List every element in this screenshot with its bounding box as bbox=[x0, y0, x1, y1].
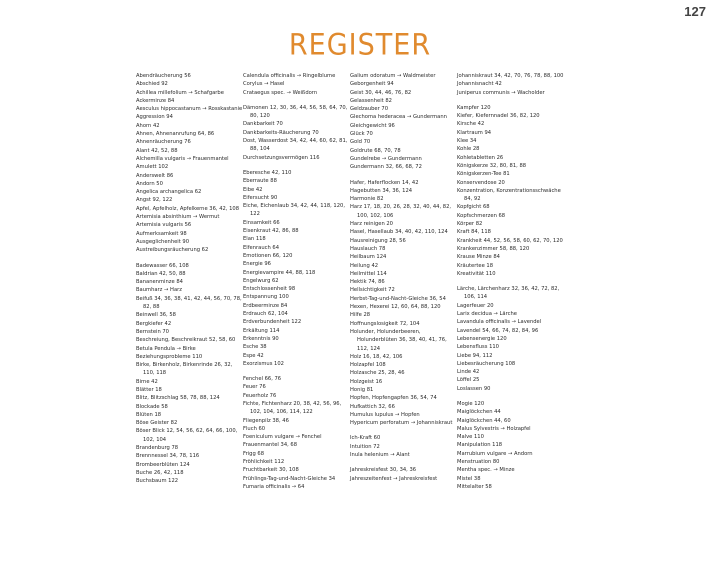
index-entry: Liebesräucherung 108 bbox=[457, 360, 516, 367]
index-entry: Krause Minze 84 bbox=[457, 254, 500, 261]
index-entry: Abschied 92 bbox=[136, 81, 168, 88]
index-entry: Entschlossenheit 98 bbox=[243, 286, 296, 293]
index-entry: Angst 92, 122 bbox=[136, 197, 173, 204]
index-entry: Geborgenheit 94 bbox=[350, 81, 394, 88]
index-entry: Angelica archangelica 62 bbox=[136, 189, 202, 196]
index-entry: Böse Geister 82 bbox=[136, 420, 178, 427]
index-entry: Geldzauber 70 bbox=[350, 106, 389, 113]
index-entry: Löffel 25 bbox=[457, 377, 480, 384]
index-entry: Glechoma hederacea → Gundermann bbox=[350, 114, 447, 121]
index-entry: Konzentration, Konzentrationsschwäche 84, 92 bbox=[457, 187, 561, 203]
group-spacer bbox=[457, 97, 565, 104]
index-entry: Hexen, Hexerei 12, 60, 64, 88, 120 bbox=[350, 304, 441, 311]
index-entry: Kirsche 42 bbox=[457, 121, 485, 128]
index-entry: Bernstein 70 bbox=[136, 328, 169, 335]
index-entry: Aufmerksamkeit 98 bbox=[136, 230, 187, 237]
index-entry: Artemisia vulgaris 56 bbox=[136, 222, 192, 229]
index-entry: Birne 42 bbox=[136, 378, 158, 385]
index-entry: Erdverbundenheit 122 bbox=[243, 319, 302, 326]
index-entry: Amulett 102 bbox=[136, 164, 169, 171]
index-entry: Brandenburg 78 bbox=[136, 445, 179, 452]
index-entry: Brombeerblüten 124 bbox=[136, 461, 190, 468]
group-spacer bbox=[136, 255, 244, 262]
index-entry: Marrubium vulgare → Andorn bbox=[457, 450, 533, 457]
index-entry: Harz 17, 18, 20, 26, 28, 32, 40, 44, 82, 100, 102, 106 bbox=[350, 204, 452, 219]
index-entry: Gundermann 32, 66, 68, 72 bbox=[350, 164, 422, 171]
index-entry: Hoffnungslosigkeit 72, 104 bbox=[350, 320, 420, 327]
index-entry: Beinwell 36, 58 bbox=[136, 312, 176, 319]
index-entry: Ahnenräucherung 76 bbox=[136, 139, 191, 146]
index-entry: Eberraute 88 bbox=[243, 178, 277, 185]
index-entry: Lagerfeuer 20 bbox=[457, 302, 494, 309]
index-entry: Geist 30, 44, 46, 76, 82 bbox=[350, 89, 412, 96]
index-entry: Menstruation 80 bbox=[457, 459, 500, 466]
index-entry: Birke, Birkenholz, Birkenrinde 26, 32, 110, 118 bbox=[136, 362, 233, 377]
index-entry: Fröhlichkeit 112 bbox=[243, 459, 285, 466]
index-entry: Hypericum perforatum → Johanniskraut bbox=[350, 420, 453, 427]
index-entry: Lavendel 54, 66, 74, 82, 84, 96 bbox=[457, 327, 539, 334]
index-entry: Bananenminze 84 bbox=[136, 279, 183, 286]
index-entry: Apfel, Apfelholz, Apfelkerne 36, 42, 108 bbox=[136, 205, 240, 212]
index-entry: Krankenzimmer 58, 88, 120 bbox=[457, 245, 530, 252]
index-column-1 bbox=[136, 72, 244, 486]
index-entry: Anderswelt 86 bbox=[136, 172, 174, 179]
index-entry: Abendräucherung 56 bbox=[136, 73, 191, 79]
index-entry: Manipulation 118 bbox=[457, 442, 503, 449]
index-entry: Humulus lupulus → Hopfen bbox=[350, 411, 420, 418]
index-entry: Buchsbaum 122 bbox=[136, 478, 179, 485]
index-entry: Hauslauch 78 bbox=[350, 245, 386, 252]
index-entry: Betula Pendula → Birke bbox=[136, 345, 196, 352]
index-entry: Klartraum 94 bbox=[457, 129, 492, 136]
index-entry: Calendula officinalis → Ringelblume bbox=[243, 73, 336, 79]
index-entry: Kampfer 120 bbox=[457, 104, 491, 111]
index-entry: Eberesche 42, 110 bbox=[243, 169, 292, 176]
index-entry: Buche 26, 42, 118 bbox=[136, 469, 184, 476]
index-entry: Eisenkraut 42, 86, 88 bbox=[243, 228, 299, 235]
index-entry: Larix decidua → Lärche bbox=[457, 311, 517, 318]
index-entry: Holz 16, 18, 42, 106 bbox=[350, 353, 403, 360]
index-entry: Harmonie 82 bbox=[350, 196, 384, 203]
index-entry: Holzasche 25, 28, 46 bbox=[350, 370, 405, 377]
index-entry: Kohletabletten 26 bbox=[457, 154, 504, 161]
index-entry: Jahreskreisfest 30, 34, 36 bbox=[350, 467, 417, 474]
index-entry: Maiglöckchen 44 bbox=[457, 409, 501, 416]
index-entry: Lebensenergie 120 bbox=[457, 335, 507, 342]
group-spacer bbox=[457, 278, 565, 285]
index-entry: Elfenrauch 64 bbox=[243, 244, 280, 251]
index-entry: Ahnen, Ahnenanrufung 64, 86 bbox=[136, 131, 215, 138]
index-entry: Glück 70 bbox=[350, 131, 373, 138]
index-entry: Dankbarkeit 70 bbox=[243, 121, 283, 128]
index-entry: Lavandula officinalis → Lavendel bbox=[457, 319, 542, 326]
index-entry: Mittelalter 58 bbox=[457, 483, 492, 490]
index-entry: Liebe 94, 112 bbox=[457, 352, 493, 359]
index-entry: Herbst-Tag-und-Nacht-Gleiche 36, 54 bbox=[350, 295, 446, 302]
index-entry: Durchsetzungsvermögen 116 bbox=[243, 154, 320, 161]
index-entry: Brennnessel 34, 78, 116 bbox=[136, 453, 200, 460]
index-entry: Fliegenpilz 38, 46 bbox=[243, 417, 289, 424]
index-entry: Ausgeglichenheit 90 bbox=[136, 238, 190, 245]
index-entry: Holzgeist 16 bbox=[350, 378, 383, 385]
index-entry: Eifersucht 90 bbox=[243, 194, 278, 201]
index-entry: Dost, Wasserdost 34, 42, 44, 60, 62, 81, 88, 104 bbox=[243, 138, 348, 153]
index-entry: Fumaria officinalis → 64 bbox=[243, 483, 305, 490]
index-entry: Engelwurg 62 bbox=[243, 277, 279, 284]
index-entry: Johanniskraut 34, 42, 70, 76, 78, 88, 100 bbox=[457, 73, 564, 79]
index-entry: Artemisia absinthium → Wermut bbox=[136, 214, 220, 221]
index-entry: Kräutertee 18 bbox=[457, 262, 494, 269]
index-entry: Malve 110 bbox=[457, 434, 484, 441]
index-entry: Aggression 94 bbox=[136, 114, 173, 121]
index-entry: Königskerzen-Tee 81 bbox=[457, 171, 510, 178]
index-entry: Klee 34 bbox=[457, 138, 477, 145]
index-entry: Hellsichtigkeit 72 bbox=[350, 287, 395, 294]
index-entry: Holunder, Holunderbeeren, Holunderblüten 36, 38, 40, 41, 76, 112, 124 bbox=[350, 328, 447, 352]
index-entry: Beziehungsprobleme 110 bbox=[136, 353, 203, 360]
index-entry: Böser Blick 12, 54, 56, 62, 64, 66, 100, 102, 104 bbox=[136, 428, 238, 443]
index-entry: Lärche, Lärchenharz 32, 36, 42, 72, 82, 106, 114 bbox=[457, 286, 560, 301]
index-entry: Intuition 72 bbox=[350, 443, 380, 450]
index-entry: Beifuß 34, 36, 38, 41, 42, 44, 56, 70, 78, 82, 88 bbox=[136, 295, 242, 311]
index-column-3 bbox=[350, 72, 458, 483]
index-entry: Hasel, Hasellaub 34, 40, 42, 110, 124 bbox=[350, 229, 448, 236]
index-entry: Heilmittel 114 bbox=[350, 270, 387, 277]
index-entry: Maiglöckchen 44, 60 bbox=[457, 417, 511, 424]
index-entry: Badewasser 66, 108 bbox=[136, 262, 189, 269]
group-spacer bbox=[457, 393, 565, 400]
index-column-4 bbox=[457, 72, 565, 491]
index-entry: Erdrauch 62, 104 bbox=[243, 311, 288, 318]
index-entry: Malus Sylvestris → Holzapfel bbox=[457, 425, 531, 432]
index-entry: Harz reinigen 20 bbox=[350, 221, 393, 228]
index-entry: Gelassenheit 82 bbox=[350, 97, 392, 104]
index-entry: Emotionen 66, 120 bbox=[243, 252, 293, 259]
index-entry: Hopfen, Hopfengapfen 36, 54, 74 bbox=[350, 395, 437, 402]
index-entry: Frauenmantel 34, 68 bbox=[243, 442, 298, 449]
index-entry: Kohle 28 bbox=[457, 146, 480, 153]
index-entry: Erkältung 114 bbox=[243, 327, 280, 334]
index-entry: Eibe 42 bbox=[243, 186, 263, 193]
index-entry: Gleichgewicht 96 bbox=[350, 122, 395, 129]
index-entry: Esche 38 bbox=[243, 344, 267, 351]
group-spacer bbox=[243, 97, 351, 104]
index-entry: Fichte, Fichtenharz 20, 38, 42, 56, 96, 102, 104, 106, 114, 122 bbox=[243, 400, 342, 416]
index-entry: Blätter 18 bbox=[136, 386, 162, 393]
index-entry: Kopfgicht 68 bbox=[457, 204, 490, 211]
index-entry: Hafer, Haferflocken 14, 42 bbox=[350, 179, 419, 186]
index-entry: Bergkiefer 42 bbox=[136, 320, 172, 327]
index-entry: Heilung 42 bbox=[350, 262, 379, 269]
index-entry: Baumharz → Harz bbox=[136, 287, 182, 294]
index-entry: Kraft 84, 118 bbox=[457, 229, 491, 236]
index-entry: Crataegus spec. → Weißdorn bbox=[243, 89, 318, 96]
page-number: 127 bbox=[684, 4, 706, 19]
index-entry: Aesculus hippocastanum → Rosskastanie bbox=[136, 106, 243, 113]
group-spacer bbox=[350, 459, 458, 466]
index-entry: Blitz, Blitzschlag 58, 78, 88, 124 bbox=[136, 395, 220, 402]
index-entry: Andorn 50 bbox=[136, 180, 163, 187]
page-title: REGISTER bbox=[288, 28, 432, 63]
index-entry: Frühlings-Tag-und-Nacht-Gleiche 34 bbox=[243, 475, 336, 482]
index-entry: Energievampire 44, 88, 118 bbox=[243, 269, 316, 276]
index-entry: Hilfe 28 bbox=[350, 312, 371, 319]
index-entry: Holzapfel 108 bbox=[350, 362, 386, 369]
index-entry: Linde 42 bbox=[457, 369, 480, 376]
index-entry: Entspannung 100 bbox=[243, 294, 289, 301]
index-entry: Erdbeerminze 84 bbox=[243, 302, 288, 309]
index-entry: Fluch 60 bbox=[243, 425, 266, 432]
index-entry: Juniperus communis → Wacholder bbox=[457, 89, 545, 96]
index-entry: Konservendose 20 bbox=[457, 179, 505, 186]
index-entry: Foeniculum vulgare → Fenchel bbox=[243, 434, 322, 441]
index-entry: Ackerminze 84 bbox=[136, 97, 175, 104]
index-entry: Austreibungsräucherung 62 bbox=[136, 247, 209, 254]
index-entry: Alant 42, 52, 88 bbox=[136, 147, 178, 154]
index-entry: Dankbarkeits-Räucherung 70 bbox=[243, 129, 319, 136]
index-entry: Elan 118 bbox=[243, 236, 266, 243]
index-entry: Beschreiung, Beschreikraut 52, 58, 60 bbox=[136, 337, 236, 344]
index-entry: Baldrian 42, 50, 88 bbox=[136, 270, 186, 277]
group-spacer bbox=[350, 172, 458, 179]
index-entry: Eiche, Eichenlaub 34, 42, 44, 118, 120, 122 bbox=[243, 203, 345, 218]
index-entry: Lebensfluss 110 bbox=[457, 344, 499, 351]
index-entry: Gundelrebe → Gundermann bbox=[350, 155, 422, 162]
index-entry: Inula helenium → Alant bbox=[350, 452, 410, 459]
index-entry: Fruchtbarkeit 30, 108 bbox=[243, 467, 299, 474]
index-entry: Hausreinigung 28, 56 bbox=[350, 237, 406, 244]
index-entry: Blüten 18 bbox=[136, 411, 162, 418]
index-entry: Krankheit 44, 52, 56, 58, 60, 62, 70, 120 bbox=[457, 237, 563, 244]
index-entry: Blockade 58 bbox=[136, 403, 168, 410]
index-entry: Achillea millefolium → Schafgarbe bbox=[136, 89, 224, 96]
index-entry: Mogie 120 bbox=[457, 400, 485, 407]
index-entry: Espe 42 bbox=[243, 352, 264, 359]
index-entry: Kiefer, Kiefernnadel 36, 82, 120 bbox=[457, 113, 540, 120]
index-entry: Königskerze 32, 80, 81, 88 bbox=[457, 162, 527, 169]
index-column-2 bbox=[243, 72, 351, 491]
index-entry: Loslassen 90 bbox=[457, 385, 491, 392]
index-entry: Frigg 68 bbox=[243, 450, 265, 457]
index-entry: Feuerholz 76 bbox=[243, 392, 277, 399]
index-entry: Jahreszeitenfest → Jahreskreisfest bbox=[350, 475, 438, 482]
index-entry: Dämonen 12, 30, 36, 44, 56, 58, 64, 70, 80, 120 bbox=[243, 104, 348, 120]
index-entry: Feuer 76 bbox=[243, 384, 266, 391]
index-entry: Alchemilla vulgaris → Frauenmantel bbox=[136, 155, 229, 162]
index-entry: Kopfschmerzen 68 bbox=[457, 212, 506, 219]
index-entry: Exorzismus 102 bbox=[243, 360, 284, 367]
index-entry: Ich-Kraft 60 bbox=[350, 435, 381, 442]
index-entry: Mistel 38 bbox=[457, 475, 481, 482]
index-entry: Hufkattich 32, 66 bbox=[350, 403, 395, 410]
group-spacer bbox=[243, 368, 351, 375]
index-entry: Ahorn 42 bbox=[136, 122, 160, 129]
index-entry: Körper 82 bbox=[457, 221, 483, 228]
index-entry: Einsamkeit 66 bbox=[243, 219, 280, 226]
index-entry: Goldrute 68, 70, 78 bbox=[350, 147, 401, 154]
index-entry: Heilbaum 124 bbox=[350, 254, 387, 261]
index-entry: Erkenntnis 90 bbox=[243, 335, 279, 342]
group-spacer bbox=[350, 427, 458, 434]
index-entry: Kreativität 110 bbox=[457, 270, 496, 277]
index-entry: Hagebutten 34, 36, 124 bbox=[350, 187, 413, 194]
index-entry: Johannisnacht 42 bbox=[457, 81, 502, 88]
index-entry: Corylus → Hasel bbox=[243, 81, 285, 88]
index-entry: Fenchel 66, 76 bbox=[243, 376, 282, 383]
index-entry: Gold 70 bbox=[350, 139, 371, 146]
group-spacer bbox=[243, 162, 351, 169]
index-entry: Honig 81 bbox=[350, 386, 374, 393]
index-entry: Hektik 74, 86 bbox=[350, 279, 385, 286]
index-entry: Energie 96 bbox=[243, 261, 271, 268]
index-entry: Galium odoratum → Waldmeister bbox=[350, 73, 436, 79]
index-entry: Mentha spec. → Minze bbox=[457, 467, 515, 474]
